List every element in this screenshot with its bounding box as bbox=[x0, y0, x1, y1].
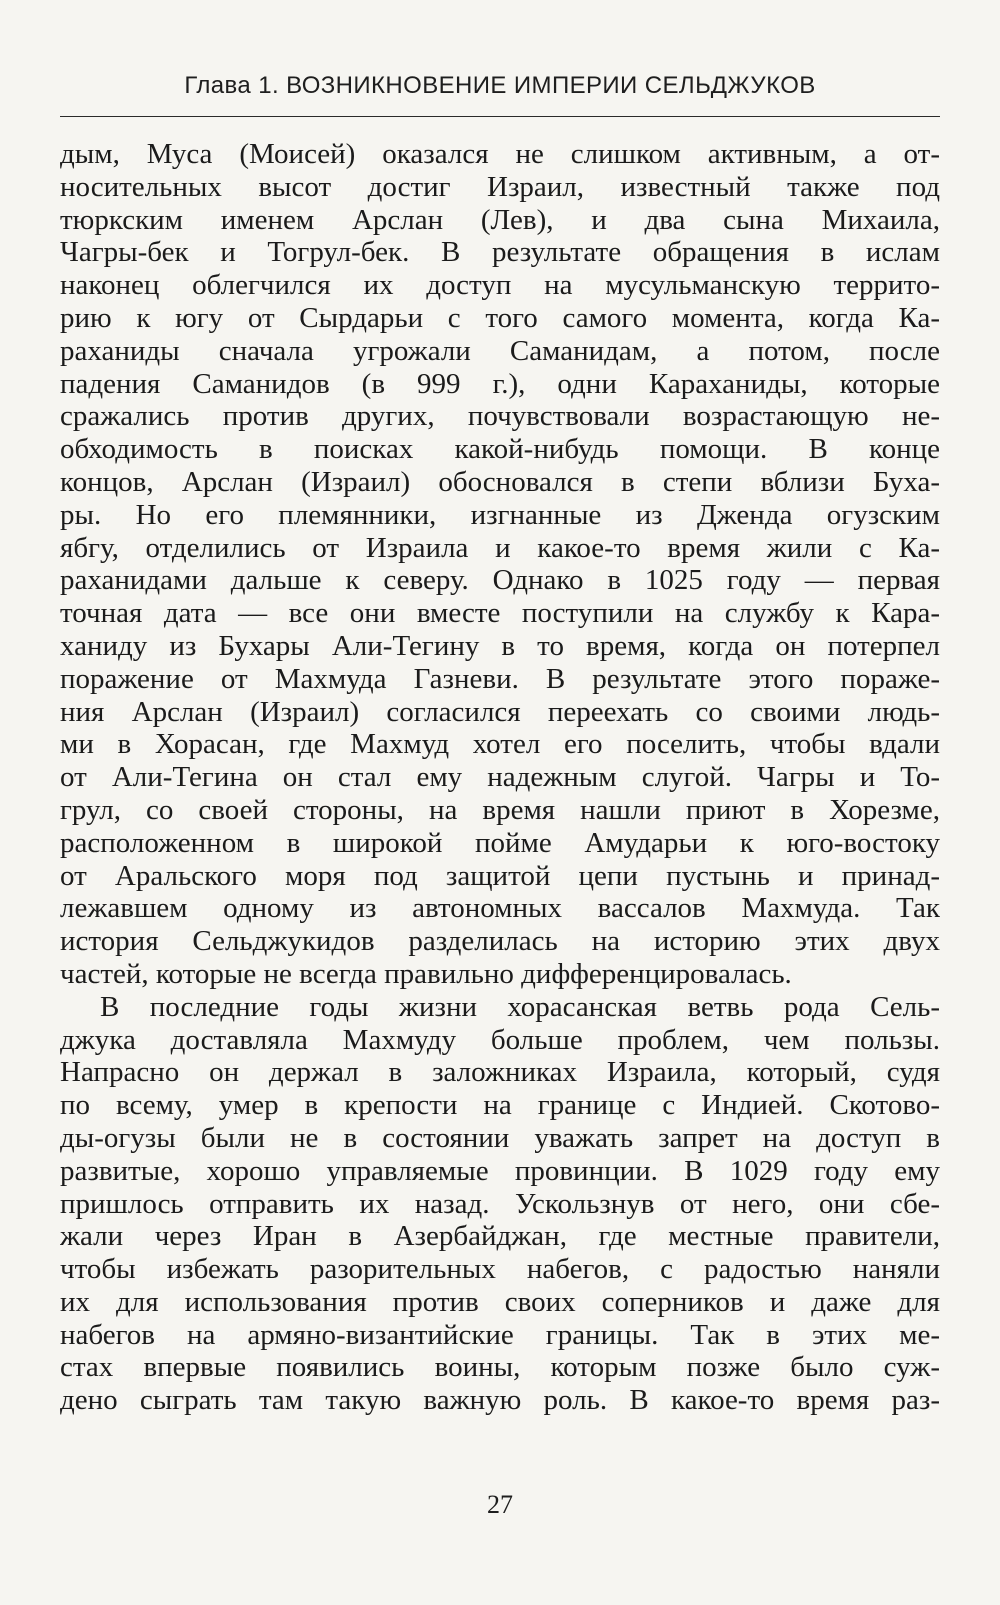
text-line: обходимость в поисках какой-нибудь помощи. В конце bbox=[60, 433, 940, 466]
text-line: лежавшем одному из автономных вассалов Махмуда. Так bbox=[60, 892, 940, 925]
text-line: Напрасно он держал в заложниках Израила, который, судя bbox=[60, 1056, 940, 1089]
text-line: ния Арслан (Израил) согласился переехать со своими людь- bbox=[60, 695, 940, 728]
body-text bbox=[60, 138, 940, 1417]
text-line: раханиды сначала угрожали Саманидам, а потом, после bbox=[60, 334, 940, 367]
text-line: раханидами дальше к северу. Однако в 1025 году — первая bbox=[60, 564, 940, 597]
text-line: жали через Иран в Азербайджан, где местные правители, bbox=[60, 1220, 940, 1253]
text-line: В последние годы жизни хорасанская ветвь рода Сель- bbox=[100, 990, 940, 1023]
text-line: джука доставляла Махмуду больше проблем, чем пользы. bbox=[60, 1023, 940, 1056]
text-line: рию к югу от Сырдарьи с того самого момента, когда Ка- bbox=[60, 301, 940, 334]
text-line: концов, Арслан (Израил) обосновался в степи вблизи Буха- bbox=[60, 465, 940, 498]
text-line: набегов на армяно-византийские границы. Так в этих ме- bbox=[60, 1318, 940, 1351]
page-number: 27 bbox=[487, 1490, 513, 1519]
text-line: развитые, хорошо управляемые провинции. В 1029 году ему bbox=[60, 1154, 940, 1187]
text-line: их для использования против своих соперников и даже для bbox=[60, 1285, 940, 1318]
text-line: частей, которые не всегда правильно дифференцировалась. bbox=[60, 957, 792, 990]
text-line: ды-огузы были не в состоянии уважать запрет на доступ в bbox=[60, 1121, 940, 1154]
text-line: ми в Хорасан, где Махмуд хотел его поселить, чтобы вдали bbox=[60, 728, 940, 761]
text-line: Чагры-бек и Тогрул-бек. В результате обращения в ислам bbox=[60, 236, 940, 269]
text-line: пришлось отправить их назад. Ускользнув от него, они сбе- bbox=[60, 1187, 940, 1220]
text-line: ханиду из Бухары Али-Тегину в то время, когда он потерпел bbox=[60, 629, 940, 662]
paragraph-1 bbox=[60, 138, 940, 991]
text-line: грул, со своей стороны, на время нашли приют в Хорезме, bbox=[60, 793, 940, 826]
text-line: ябгу, отделились от Израила и какое-то время жили с Ка- bbox=[60, 531, 940, 564]
text-line: история Сельджукидов разделилась на историю этих двух bbox=[60, 925, 940, 958]
text-line: чтобы избежать разорительных набегов, с радостью наняли bbox=[60, 1253, 940, 1286]
text-line: стах впервые появились воины, которым позже было суж- bbox=[60, 1351, 940, 1384]
running-head: Глава 1. ВОЗНИКНОВЕНИЕ ИМПЕРИИ СЕЛЬДЖУКОВ bbox=[184, 72, 816, 99]
text-line: падения Саманидов (в 999 г.), одни Караханиды, которые bbox=[60, 367, 940, 400]
paragraph-2 bbox=[60, 991, 940, 1417]
text-line: тюркским именем Арслан (Лев), и два сына Михаила, bbox=[60, 203, 940, 236]
text-line: точная дата — все они вместе поступили на службу к Кара- bbox=[60, 597, 940, 630]
text-line: по всему, умер в крепости на границе с Индией. Скотово- bbox=[60, 1089, 940, 1122]
header-rule bbox=[60, 116, 940, 117]
text-line: от Али-Тегина он стал ему надежным слугой. Чагры и То- bbox=[60, 761, 940, 794]
text-line: наконец облегчился их доступ на мусульманскую террито- bbox=[60, 269, 940, 302]
text-line: носительных высот достиг Израил, известный также под bbox=[60, 170, 940, 203]
text-line: ры. Но его племянники, изгнанные из Дженда огузским bbox=[60, 498, 940, 531]
text-line: дено сыграть там такую важную роль. В какое-то время раз- bbox=[60, 1384, 940, 1417]
text-line: сражались против других, почувствовали возрастающую не- bbox=[60, 400, 940, 433]
text-line: от Аральского моря под защитой цепи пустынь и принад- bbox=[60, 859, 940, 892]
text-line: дым, Муса (Моисей) оказался не слишком активным, а от- bbox=[60, 138, 940, 170]
text-line: поражение от Махмуда Газневи. В результате этого пораже- bbox=[60, 662, 940, 695]
text-line: расположенном в широкой пойме Амударьи к юго-востоку bbox=[60, 826, 940, 859]
